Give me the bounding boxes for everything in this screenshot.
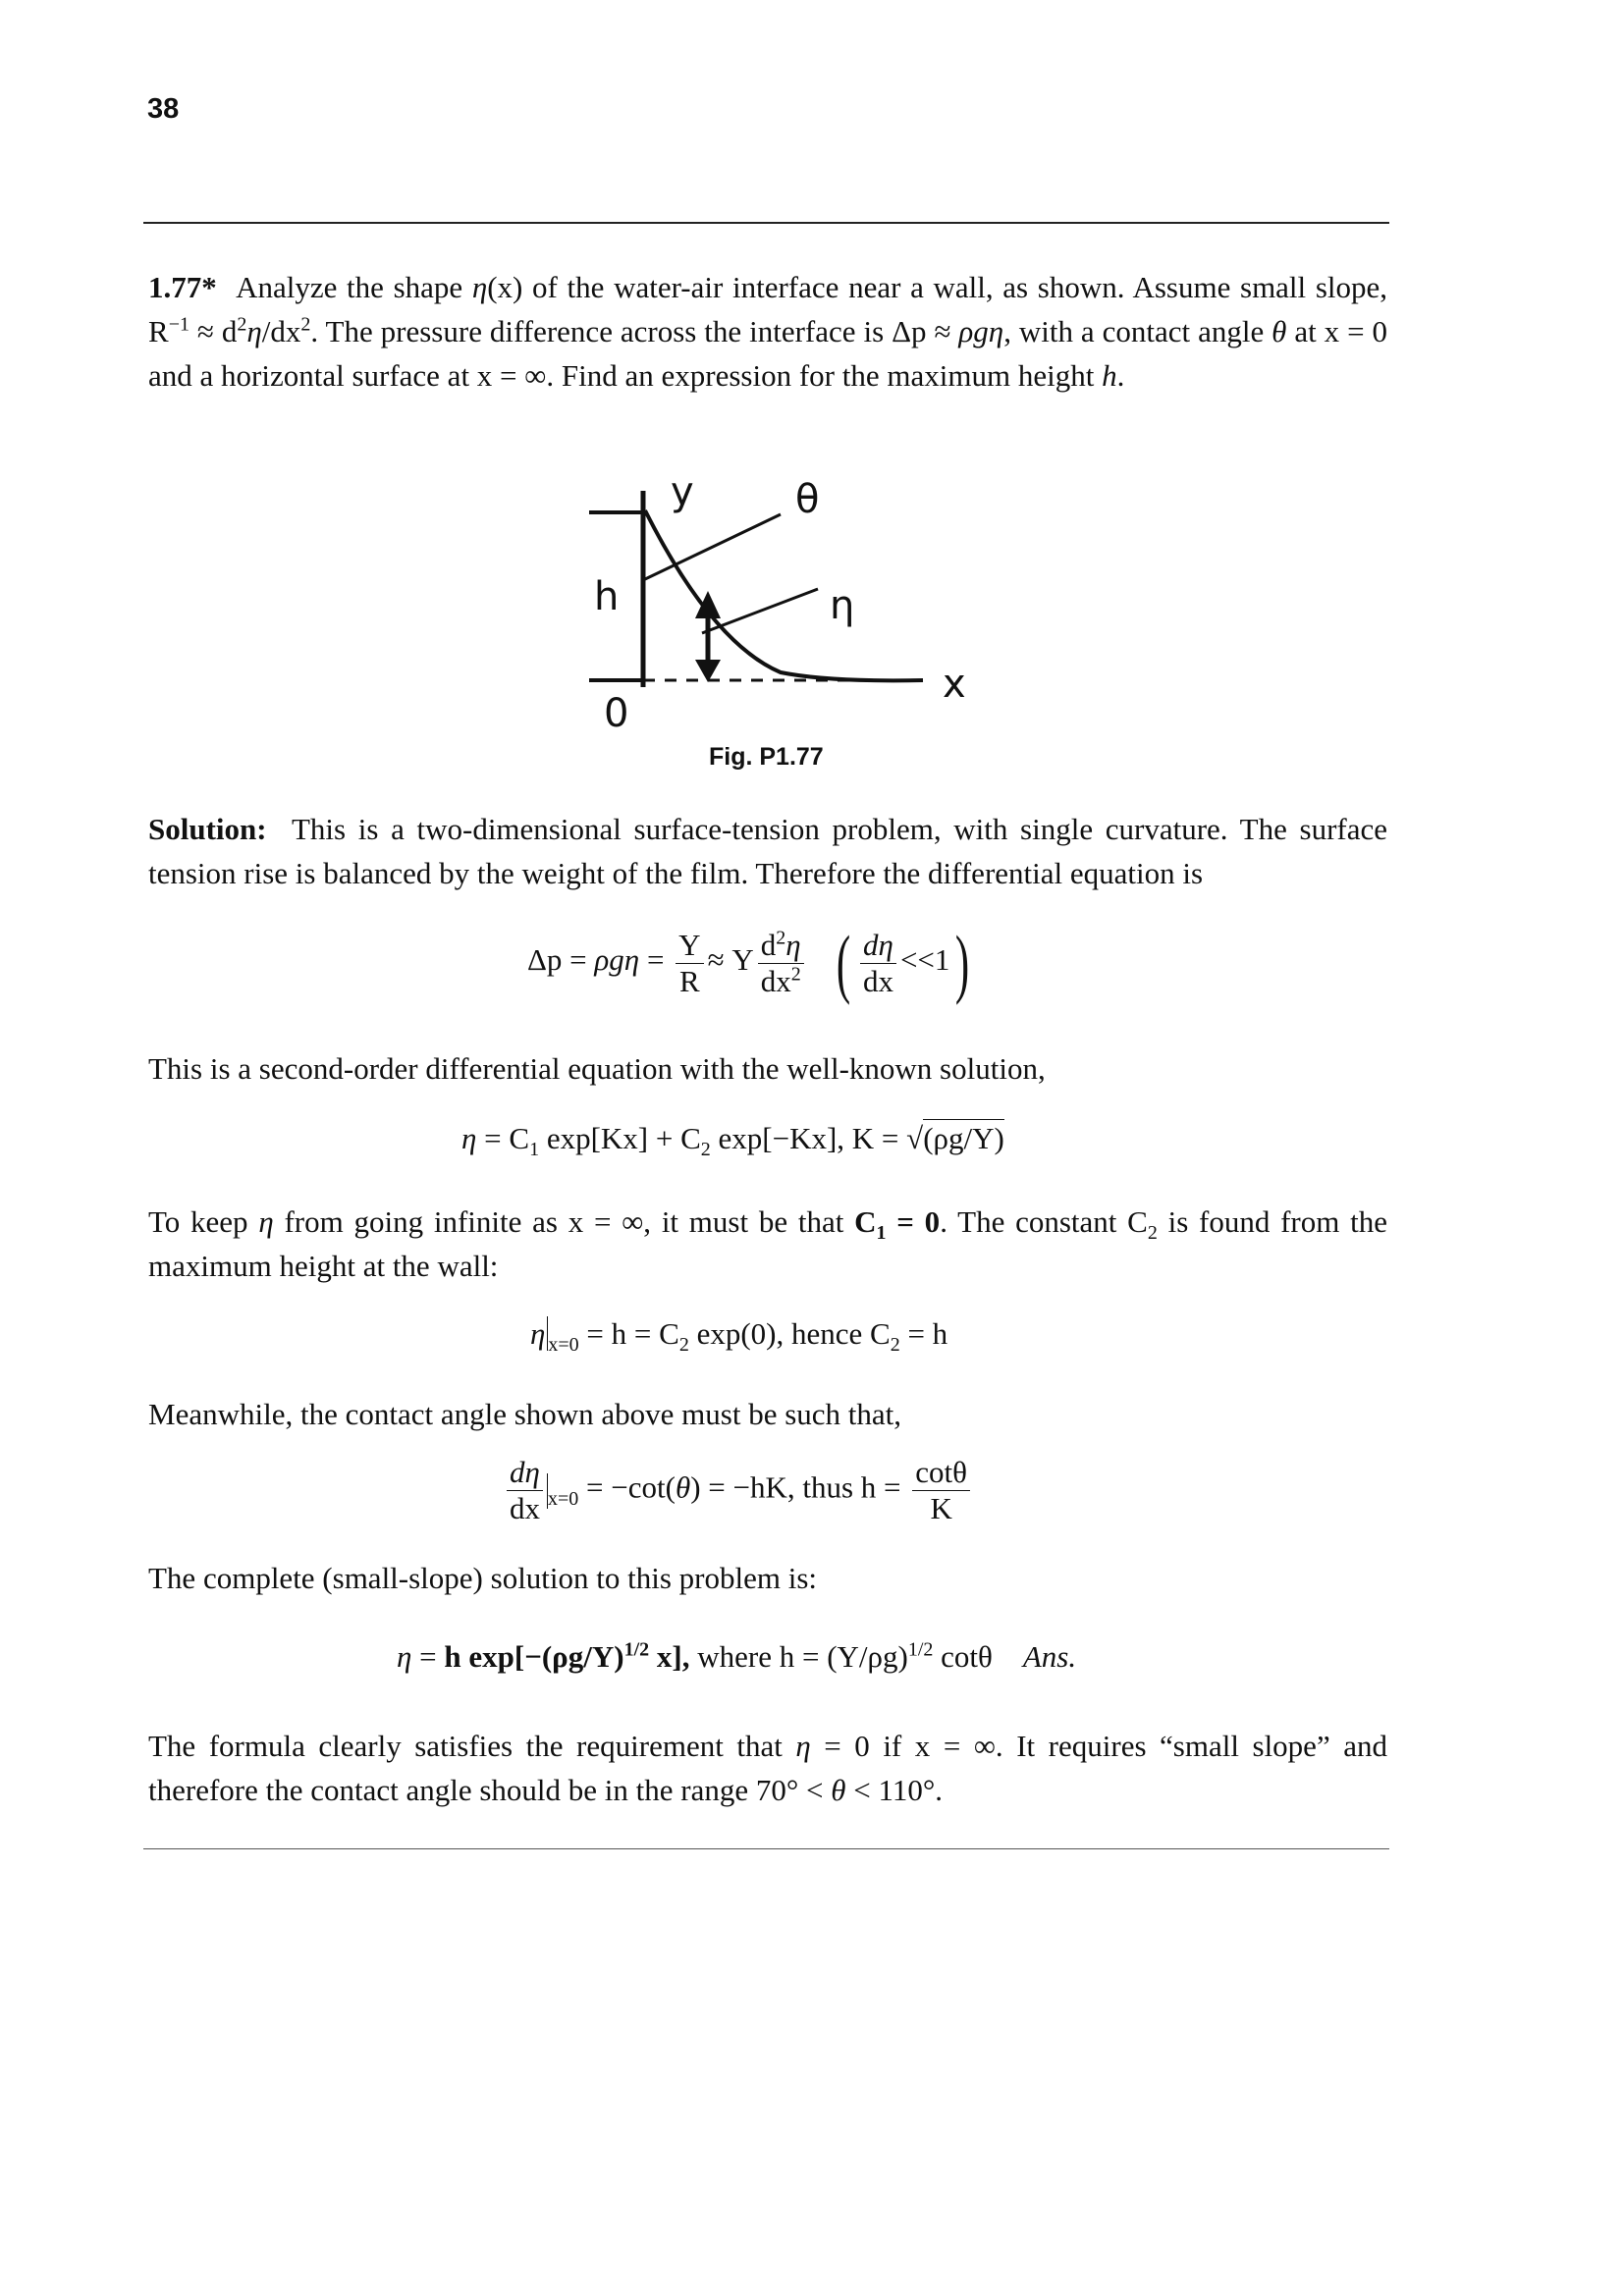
eq2-sub2: 2 [700,1139,711,1161]
eq5-bold1: h exp[−(ρg/Y) [444,1639,624,1674]
p6-a: The formula clearly satisfies the requirement that [148,1729,796,1763]
figure-label-theta: θ [795,477,820,522]
problem-text-d: /dx [261,314,301,348]
p3-b: from going infinite as x = ∞, it must be that [273,1204,855,1239]
eq1-paren-close: ) [955,920,970,1005]
p6-theta: θ [831,1773,846,1807]
eq4-den: dx [510,1491,540,1525]
problem-text-f: , with a contact angle [1003,314,1272,348]
figure-label-h: h [594,574,620,619]
eq3-a: = h = C [578,1316,679,1351]
interface-curve [645,510,923,680]
eq2-eta: η [461,1121,477,1155]
eq4-num: dη [507,1455,543,1491]
problem-eta-2: η [246,314,262,348]
p6-b: = 0 if x = ∞. It requires “small slope” and therefore the contact angle should be in the range 70° < [148,1729,1387,1807]
eq1-lhs: Δp = [527,942,595,978]
eq1-frac2-num-wrap [758,928,804,964]
p3-c: . The constant C [940,1204,1148,1239]
problem-h: h [1102,358,1117,393]
problem-rho-g-eta: ρgη [958,314,1004,348]
figure-label-x: x [943,662,966,707]
solution-paragraph-4: Meanwhile, the contact angle shown above must be such that, [148,1397,902,1431]
problem-sup-2b: 2 [300,313,311,336]
eq5-b: where h = (Y/ρg) [689,1639,908,1674]
figure-p1-77 [574,471,987,746]
eq2-sub1: 1 [529,1139,540,1161]
eq4-a: = −cot( [578,1469,676,1505]
solution-paragraph-2: This is a second-order differential equation with the well-known solution, [148,1051,1046,1086]
eq3-b: exp(0), hence C [688,1316,891,1351]
eq4-frac-num: cotθ [912,1455,970,1491]
p3-c2-sub: 2 [1147,1222,1158,1245]
eq5-bold-sup: 1/2 [623,1638,650,1661]
eq1-frac2-num-eta: η [785,927,801,962]
eq1-ll: <<1 [899,942,950,978]
problem-number: 1.77* [148,270,217,304]
problem-text-b: (x) of the water-air interface near a wall, as shown. Assume small slope, R [148,270,1388,348]
eq4-frac-den: K [930,1491,952,1525]
eq1-frac3-num: dη [860,928,896,964]
problem-text-g: at x = 0 and a horizontal surface at x = ∞. Find an expression for the maximum height [148,314,1388,393]
p6-c: < 110°. [845,1773,943,1807]
eq1-rho-g-eta: ρgη [594,942,640,978]
problem-statement [148,265,1387,398]
eq3-eta: η [530,1316,548,1351]
solution-intro-text: This is a two-dimensional surface-tension problem, with single curvature. The surface tension rise is balanced by the weight of the film. Therefore the differential equation is [148,812,1388,890]
p3-eta: η [258,1204,274,1239]
eq4-theta: θ [675,1469,691,1505]
solution-intro [148,807,1387,895]
eq2-c: exp[−Kx], K = [710,1121,907,1155]
problem-sup-2a: 2 [237,313,247,336]
eq1-frac1-num: Y [676,928,703,964]
eq5-eta: η [397,1639,412,1674]
eq2-a: = C [476,1121,530,1155]
eq1-frac-y-over-r [676,928,703,999]
solution-paragraph-5: The complete (small-slope) solution to this problem is: [148,1561,818,1595]
eq1-frac3-den: dx [862,963,893,998]
p3-d: is found from the maximum height at the wall: [148,1204,1387,1283]
eq2-b: exp[Kx] + C [539,1121,701,1155]
eq1-frac2-num: d [760,927,777,962]
figure-label-zero: 0 [604,691,629,736]
problem-theta: θ [1271,314,1287,348]
problem-text-e: . The pressure difference across the interface is Δp ≈ [310,314,959,348]
eq1-frac2-den-wrap [758,964,804,999]
eq3-sub: x=0 [548,1334,579,1357]
eq5-bold2: x], [649,1639,690,1674]
eq1-frac2-den-sup: 2 [790,963,801,986]
eq1-frac2-den: dx [760,963,791,998]
equation-3 [530,1316,948,1357]
eq3-sub2: 2 [678,1334,689,1357]
height-arrow-up-head [695,591,721,618]
page-number: 38 [147,93,180,125]
eq4-frac-deta-dx [507,1455,543,1526]
eq1-frac-slope [860,928,896,999]
eq4-sub: x=0 [548,1487,579,1510]
eq3-sub3: 2 [890,1334,900,1357]
problem-sup-neg1: −1 [168,313,189,336]
equation-5-answer [397,1639,1076,1675]
eq1-approx: ≈ Y [707,942,754,978]
problem-text-h: . [1116,358,1125,393]
problem-eta: η [471,270,488,304]
eq1-paren-open: ( [836,920,851,1005]
figure-label-eta: η [830,583,855,628]
bottom-rule [143,1848,1389,1849]
eq4-b: ) = −hK, thus h = [690,1469,909,1505]
eq1-frac2-num-sup: 2 [776,927,786,949]
eq1-frac1-den: R [679,963,700,998]
eq2-sqrt-content: (ρg/Y) [923,1121,1004,1155]
problem-text-a: Analyze the shape [236,270,472,304]
p3-c1-val: = 0 [886,1204,941,1239]
figure-label-y: y [671,469,694,514]
p6-eta: η [795,1729,811,1763]
solution-paragraph-3 [148,1200,1387,1288]
figure-caption: Fig. P1.77 [709,743,824,771]
p3-c1-sub: 1 [876,1222,887,1245]
eq5-a: = [411,1639,445,1674]
equation-1 [527,920,975,1005]
eq5-sup: 1/2 [907,1638,934,1661]
eq3-c: = h [899,1316,948,1351]
equation-4 [507,1455,974,1526]
eq4-frac-cot-over-k [912,1455,970,1526]
solution-paragraph-6 [148,1724,1387,1812]
eq5-ans: Ans. [1022,1639,1077,1674]
figure-drawing [574,471,987,746]
solution-label: Solution: [148,812,267,846]
eq1-frac-second-derivative [758,928,804,999]
problem-text-c: ≈ d [189,314,238,348]
top-rule [143,222,1389,224]
eq5-c: cotθ [933,1639,993,1674]
equation-2: $\eta = C_1$ $\exp[Kx] + C_2$ exp[−Kx], K = √(ρg/Y) [461,1121,1004,1161]
p3-c1: C [854,1204,877,1239]
eq1-eq: = [639,942,673,978]
p3-a: To keep [148,1204,259,1239]
eta-pointer-line [702,589,818,633]
